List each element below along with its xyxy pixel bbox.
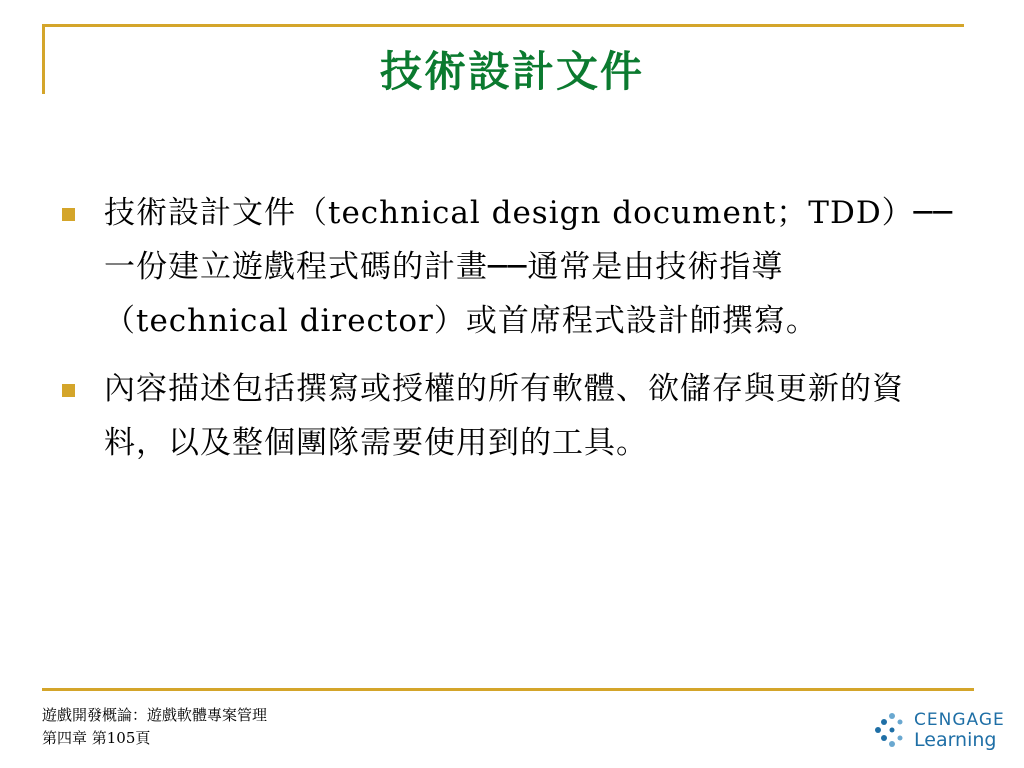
bottom-rule [42, 688, 974, 691]
bullet-text: 技術設計文件（technical design document；TDD）──一份建立遊戲程式碼的計畫──通常是由技術指導（technical director）或首席程式設計師撰寫。 [104, 195, 954, 339]
logo-wordmark: CENGAGE [914, 710, 1005, 730]
cengage-logo-icon [872, 708, 908, 748]
bullet-item [62, 362, 962, 470]
footer-page-ref: 第四章 第105頁 [42, 729, 151, 747]
footer [42, 704, 267, 750]
footer-book-title: 遊戲開發概論：遊戲軟體專案管理 [42, 706, 268, 724]
square-bullet-icon [62, 384, 75, 397]
bullet-item [62, 186, 962, 348]
bullet-list [62, 186, 962, 484]
logo-subtitle: Learning [914, 729, 997, 751]
slide-title: 技術設計文件 [379, 47, 644, 96]
top-rule [42, 24, 964, 27]
bullet-text: 內容描述包括撰寫或授權的所有軟體、欲儲存與更新的資料，以及整個團隊需要使用到的工具。 [104, 371, 904, 461]
square-bullet-icon [62, 208, 75, 221]
cengage-logo [872, 708, 1012, 752]
logo-text [914, 710, 1005, 750]
